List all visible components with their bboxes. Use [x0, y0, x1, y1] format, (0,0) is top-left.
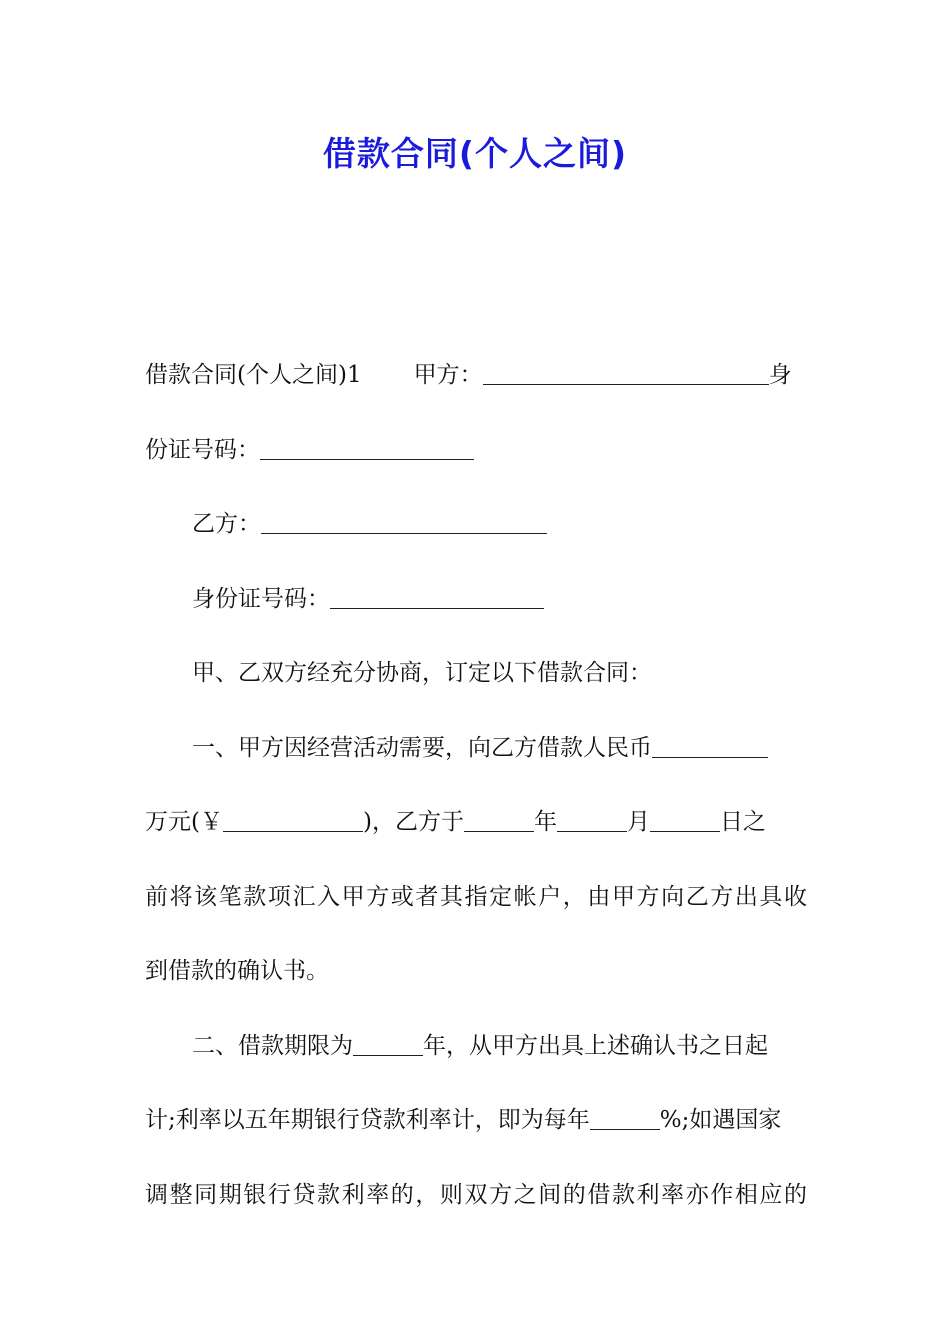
interest-rate-blank: [590, 1109, 660, 1130]
contract-heading: 借款合同(个人之间)1: [145, 362, 362, 388]
party-a-blank: [483, 364, 769, 385]
year-blank: [464, 811, 534, 832]
clause-2-text: 二、借款期限为: [192, 1032, 353, 1059]
amount-figure-blank: [223, 811, 363, 832]
party-a-id-label: 份证号码：: [145, 436, 260, 463]
text-fragment: 计;利率以五年期银行贷款利率计，即为每年: [145, 1107, 590, 1133]
party-b-id-label: 身份证号码：: [192, 585, 330, 612]
text-fragment: )，乙方于: [362, 809, 464, 835]
document-title: 借款合同(个人之间): [322, 134, 628, 173]
line-11: [145, 1083, 807, 1158]
line-3: [145, 487, 807, 562]
term-years-blank: [353, 1035, 423, 1056]
party-a-label: 甲方：: [413, 362, 483, 388]
text-fragment: 身: [768, 362, 792, 388]
party-b-blank: [261, 513, 547, 534]
loan-amount-blank: [652, 737, 768, 758]
party-a-id-blank: [260, 439, 474, 460]
day-blank: [650, 811, 720, 832]
line-2: [145, 413, 807, 488]
document-body: [145, 338, 807, 1232]
line-12: 调整同期银行贷款利率的，则双方之间的借款利率亦作相应的: [145, 1181, 807, 1208]
text-fragment: 日之: [719, 809, 766, 835]
line-9: 到借款的确认书。: [145, 958, 329, 984]
clause-1-text: 一、甲方因经营活动需要，向乙方借款人民币: [192, 734, 652, 761]
month-blank: [557, 811, 627, 832]
text-fragment: %;如遇国家: [659, 1107, 782, 1133]
line-4: [145, 562, 807, 637]
text-fragment: 年，从甲方出具上述确认书之日起: [423, 1032, 768, 1059]
line-1: [145, 338, 807, 413]
party-b-id-blank: [330, 588, 544, 609]
line-6: [145, 711, 807, 786]
line-10: [145, 1009, 807, 1084]
line-7: [145, 785, 807, 860]
party-b-label: 乙方：: [192, 511, 261, 537]
text-fragment: 万元(￥: [145, 809, 223, 835]
line-8: 前将该笔款项汇入甲方或者其指定帐户，由甲方向乙方出具收: [145, 883, 807, 910]
line-5: 甲、乙双方经充分协商，订定以下借款合同：: [192, 660, 652, 686]
text-fragment: 月: [626, 809, 650, 835]
text-fragment: 年: [533, 809, 557, 835]
